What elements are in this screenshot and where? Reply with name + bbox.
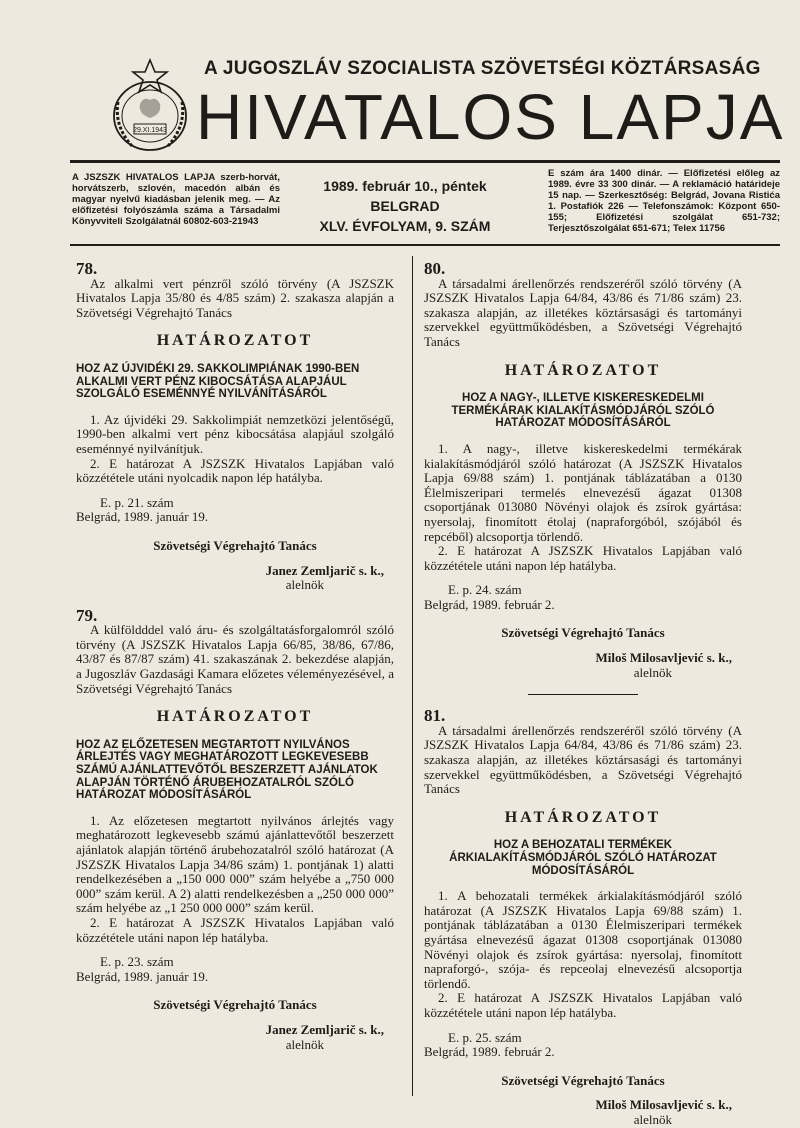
header-center-block bbox=[300, 176, 510, 236]
decree-separator bbox=[528, 694, 638, 695]
decree-signer-role: alelnök bbox=[633, 1111, 672, 1127]
right-column bbox=[424, 259, 742, 1128]
decree-subject: HOZ AZ ELŐZETESEN MEGTARTOTT NYILVÁNOS ÁRLEJTÉS VAGY MEGHATÁROZOTT LEGKEVESEBB SZÁMÚ AJÁNLATTEVŐTŐL BESZERZETT AJÁNLATOK ALAPJÁN TÖRTÉNŐ ÁRUBEHOZATALRÓL SZÓLÓ HATÁROZAT MÓDOSÍTÁSÁRÓL bbox=[76, 738, 378, 802]
decree-paragraph: 2. E határozat A JSZSZK Hivatalos Lapjában való közzététele utáni napon lép hatályba. bbox=[424, 990, 742, 1020]
header-top-rule bbox=[70, 160, 780, 163]
decree-signer: Miloš Milosavljević s. k., bbox=[595, 650, 732, 666]
decree-heading: HATÁROZATOT bbox=[156, 708, 314, 726]
decree-reference: E. p. 23. szám bbox=[100, 954, 174, 970]
decree-place-date: Belgrád, 1989. január 19. bbox=[76, 968, 209, 984]
decree-signer: Janez Zemljarič s. k., bbox=[265, 562, 384, 578]
decree-paragraph: 1. A behozatali termékek árkialakításmódjáról szóló határozat (A JSZSZK Hivatalos Lapja 69/88 szám) 1. pontjának táblázatában a 0130 Élelmiszeripari termékek gyártása elnevezésű ágazat 01308 csoportjának 013080 Növényi olajok és zsírok gyártása: nyersolaj, finomított napraforgó-, szója- és repceolaj elnevezésű alcsoportja törlendő. bbox=[424, 888, 742, 991]
decree-subject: HOZ A NAGY-, ILLETVE KISKERESKEDELMI TERMÉKÁRAK KIALAKÍTÁSMÓDJÁRÓL SZÓLÓ HATÁROZAT MÓDOSÍTÁSÁRÓL bbox=[451, 392, 715, 430]
decree-signer: Miloš Milosavljević s. k., bbox=[595, 1097, 732, 1113]
decree-paragraph: 2. E határozat A JSZSZK Hivatalos Lapjában való közzététele utáni napon lép hatályba. bbox=[424, 543, 742, 573]
decree-signer: Janez Zemljarič s. k., bbox=[265, 1021, 384, 1037]
decree-number: 79. bbox=[76, 605, 98, 625]
decree-council: Szövetségi Végrehajtó Tanács bbox=[153, 997, 317, 1013]
decree-intro: Az alkalmi vert pénzről szóló törvény (A JSZSZK Hivatalos Lapja 35/80 és 4/85 szám) 2. szakasza alapján a Szövetségi Végrehajtó Tanács bbox=[76, 275, 394, 320]
decree-place-date: Belgrád, 1989. február 2. bbox=[424, 1044, 555, 1060]
decree-intro: A társadalmi árellenőrzés rendszeréről szóló törvény (A JSZSZK Hivatalos Lapja 64/84, 43/86 és 71/86 szám) 23. szakasza alapján, az illetékes köztársasági és tartományi szervekkel együttműködésben, a Szövetségi Végrehajtó Tanács bbox=[424, 722, 742, 797]
decree-signer-role: alelnök bbox=[633, 664, 672, 680]
decree-subject: HOZ A BEHOZATALI TERMÉKEK ÁRKIALAKÍTÁSMÓDJÁRÓL SZÓLÓ HATÁROZAT MÓDOSÍTÁSÁRÓL bbox=[449, 839, 717, 877]
decree-place-date: Belgrád, 1989. február 2. bbox=[424, 596, 555, 612]
decree-reference: E. p. 21. szám bbox=[100, 494, 174, 510]
decree-intro: A külföldddel való áru- és szolgáltatásforgalomról szóló törvény (A JSZSZK Hivatalos Lapja 66/85, 38/86, 67/86, 43/87 és 87/87 szám) 41. szakaszának 2. bekezdése alapján, a Jugoszláv Gazdasági Kamara előzetes véleményezésével, a Szövetségi Végrehajtó Tanács bbox=[76, 622, 394, 696]
header-right-info: E szám ára 1400 dinár. — Előfizetési előleg az 1989. évre 33 300 dinár. — A reklamáció határideje 15 nap. — Szerkesztőség: Belgrád, Jovana Ristića 1. Postafiók 226 — Telefonszámok: Központ 650-155; Előfizetési szolgálat 651-732; Terjesztőszolgálat 651-671; Telex 11756 bbox=[548, 168, 780, 234]
column-divider bbox=[412, 256, 413, 1096]
decree-intro: A társadalmi árellenőrzés rendszeréről szóló törvény (A JSZSZK Hivatalos Lapja 64/84, 43/86 és 71/86 szám) 23. szakasza alapján, az illetékes köztársasági és tartományi szervekkel együttműködésben, a Szövetségi Végrehajtó Tanács bbox=[424, 275, 742, 349]
decree-reference: E. p. 24. szám bbox=[448, 582, 522, 598]
left-column bbox=[76, 259, 394, 1052]
decree-number: 81. bbox=[424, 706, 446, 726]
issue-place: BELGRAD bbox=[370, 198, 440, 214]
coat-of-arms-emblem bbox=[104, 56, 196, 158]
republic-line: A JUGOSZLÁV SZOCIALISTA SZÖVETSÉGI KÖZTÁRSASÁG bbox=[204, 58, 761, 79]
decree-subject: HOZ AZ ÚJVIDÉKI 29. SAKKOLIMPIÁNAK 1990-BEN ALKALMI VERT PÉNZ KIBOCSÁTÁSA ALAPJÁUL SZOLGÁLÓ ESEMÉNNYÉ NYILVÁNÍTÁSÁRÓL bbox=[76, 362, 360, 401]
decree-council: Szövetségi Végrehajtó Tanács bbox=[501, 1072, 665, 1088]
header-bottom-rule bbox=[70, 244, 780, 246]
decree-paragraph: 1. A nagy-, illetve kiskereskedelmi termékárak kialakításmódjáról szóló határozat (A JSZSZK Hivatalos Lapja 69/88 szám) 1. pontjának táblázatában a 0130 Élelmiszeripari termelés elnevezésű ágazat 01308 csoportjának 013080 Növényi olajok és zsírok gyártása: nyersolaj, finomított étolaj (napraforgóból, szójából és repcéből) alcsoportja törlendő. bbox=[424, 440, 742, 544]
header-left-info: A JSZSZK HIVATALOS LAPJA szerb-horvát, horvátszerb, szlovén, macedón albán és magyar nyelvű kiadásban jelenik meg. — Az előfizetési folyószámla száma a Társadalmi Könyvviteli Szolgálatnál 60802-603-21943 bbox=[72, 172, 280, 227]
decree-council: Szövetségi Végrehajtó Tanács bbox=[153, 537, 317, 553]
decree-paragraph: 1. Az előzetesen megtartott nyilvános árlejtés vagy meghatározott legkevesebb számú ajánlattevőtől beszerzett ajánlatok alapján történő árubehozatalról szóló határozat (A JSZSZK Hivatalos Lapja 34/86 szám) 1. pontjának 1) alatti rendelkezésében a „150 000 000” szám helyébe a „750 000 000” szám kerül. A 2) alatti rendelkezésben a „250 000 000” szám helyébe az „1 250 000 000” szám kerül. bbox=[76, 812, 394, 916]
decree-heading: HATÁROZATOT bbox=[156, 332, 314, 350]
decree-signer-role: alelnök bbox=[285, 577, 324, 593]
decree-paragraph: 2. E határozat A JSZSZK Hivatalos Lapjában való közzététele utáni napon lép hatályba. bbox=[76, 914, 394, 945]
issue-date: 1989. február 10., péntek bbox=[323, 178, 487, 194]
decree-reference: E. p. 25. szám bbox=[448, 1029, 522, 1045]
gazette-title: HIVATALOS LAPJA bbox=[196, 81, 785, 153]
issue-volume: XLV. ÉVFOLYAM, 9. SZÁM bbox=[319, 218, 491, 234]
decree-number: 80. bbox=[424, 259, 446, 278]
decree-council: Szövetségi Végrehajtó Tanács bbox=[501, 625, 665, 641]
decree-paragraph: 2. E határozat A JSZSZK Hivatalos Lapjában való közzététele utáni nyolcadik napon lép hatályba. bbox=[76, 455, 394, 486]
decree-signer-role: alelnök bbox=[285, 1036, 324, 1052]
decree-heading: HATÁROZATOT bbox=[504, 808, 662, 826]
decree-place-date: Belgrád, 1989. január 19. bbox=[76, 509, 209, 525]
decree-paragraph: 1. Az újvidéki 29. Sakkolimpiát nemzetközi jelentőségű, 1990-ben alkalmi vert pénz kibocsátása alapjául szolgáló eseménnyé nyilvánítjuk. bbox=[76, 411, 394, 456]
emblem-date: 29.XI.1943 bbox=[133, 127, 167, 134]
decree-heading: HATÁROZATOT bbox=[504, 361, 662, 379]
decree-number: 78. bbox=[76, 259, 98, 278]
